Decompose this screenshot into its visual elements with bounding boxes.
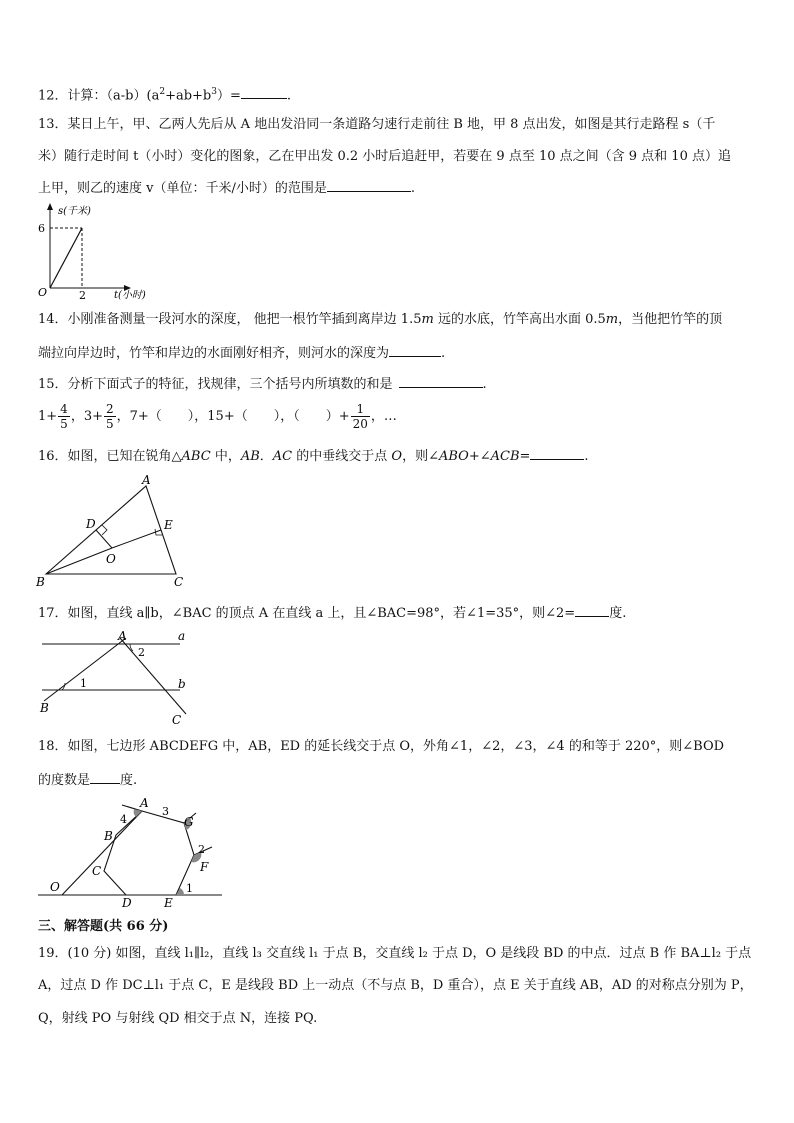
q12-end: . xyxy=(286,88,292,104)
q17-end: 度. xyxy=(609,606,627,621)
ray-ab xyxy=(44,638,126,701)
label-E: E xyxy=(164,518,173,532)
q14-line1b: 远的水底，竹竿高出水面 0.5 xyxy=(433,312,606,327)
q16-ab: AB xyxy=(240,449,260,464)
q13-line3-text: 上甲，则乙的速度 v（单位：千米/小时）的范围是 xyxy=(38,181,327,196)
fraction-1-20: $\frac{1}{20}$ xyxy=(352,402,368,431)
parallel-lines-figure xyxy=(34,626,204,726)
question-16 xyxy=(38,445,589,467)
distance-line xyxy=(50,228,82,288)
question-19-line1: 19．(10 分) 如图，直线 l₁∥l₂，直线 l₃ 交直线 l₁ 于点 B，交直线 l₂ 于点 D，O 是线段 BD 的中点．过点 B 作 BA⊥l₂ 于点 xyxy=(38,946,752,961)
q16-sep: ． xyxy=(259,449,273,464)
question-15-sequence xyxy=(38,399,397,435)
label-B: B xyxy=(104,829,113,843)
label-A: A xyxy=(142,473,151,487)
q16-triangle: △ABC xyxy=(171,449,211,464)
label-angle-2: 2 xyxy=(198,843,205,856)
question-14-line2 xyxy=(38,342,445,364)
q15-term1: 1+ xyxy=(38,409,58,424)
q13-end: . xyxy=(410,181,415,196)
q12-tail: ）= xyxy=(217,88,241,104)
right-angle-d xyxy=(102,525,107,535)
label-O: O xyxy=(106,552,116,566)
graph-xlabel: t(小时) xyxy=(114,290,146,300)
ray-ac xyxy=(120,638,186,714)
answer-blank xyxy=(575,602,609,617)
label-D: D xyxy=(122,896,132,910)
triangle-abc-figure xyxy=(34,472,194,592)
heptagon-figure xyxy=(34,795,234,910)
label-angle-3: 3 xyxy=(162,805,169,818)
fraction-4-5: $\frac{4}{5}$ xyxy=(60,402,68,431)
question-19-line3: Q，射线 PO 与射线 QD 相交于点 N，连接 PQ. xyxy=(38,1011,318,1026)
q16-rest: 的中垂线交于点 xyxy=(292,449,392,464)
question-18-line2 xyxy=(38,769,137,791)
label-E: E xyxy=(164,896,173,910)
q16-acb: ACB xyxy=(490,449,520,464)
q16-mid: 中， xyxy=(210,449,241,464)
label-F: F xyxy=(200,860,209,874)
question-12 xyxy=(38,82,291,106)
heptagon-abcdefg xyxy=(104,811,194,895)
label-B: B xyxy=(40,701,49,715)
graph-ylabel: s(千米) xyxy=(58,206,91,217)
label-A: A xyxy=(140,796,149,810)
graph-origin: O xyxy=(38,286,48,299)
perpendicular-oe xyxy=(112,530,161,548)
q15-term3: ，7+（ ），15+（ ），（ ）+ xyxy=(116,409,350,424)
question-13-line1: 13．某日上午，甲、乙两人先后从 A 地出发沿同一条道路匀速行走前往 B 地，甲 8 点出发，如图是其行走路程 s（千 xyxy=(38,117,716,132)
q12-sup2: 3 xyxy=(211,87,217,97)
q15-end: . xyxy=(482,377,487,392)
q16-plus: +∠ xyxy=(468,449,491,464)
segment-bo xyxy=(46,548,112,574)
question-17 xyxy=(38,602,626,624)
q12-mid: +ab+b xyxy=(165,88,212,104)
label-angle-1: 1 xyxy=(186,882,193,895)
q16-end: . xyxy=(584,449,589,464)
label-angle-4: 4 xyxy=(120,813,127,826)
q14-unit-m1: m xyxy=(421,312,434,327)
label-angle-1: 1 xyxy=(80,677,87,690)
answer-blank xyxy=(90,769,120,784)
label-angle-2: 2 xyxy=(138,646,145,659)
q16-ac: AC xyxy=(272,449,293,464)
question-15-line1 xyxy=(38,373,487,395)
question-13-line2: 米）随行走时间 t（小时）变化的图象，乙在甲出发 0.2 小时后追赶甲，若要在 9 点至 10 点之间（含 9 点和 10 点）追 xyxy=(38,149,731,164)
q16-lead: 16．如图，已知在锐角 xyxy=(38,449,172,464)
label-A: A xyxy=(118,629,127,643)
q12-lead: 12．计算：（a-b）(a xyxy=(38,88,160,104)
q17-text: 17．如图，直线 a∥b，∠BAC 的顶点 A 在直线 a 上，且∠BAC=98°，若∠1=35°，则∠2= xyxy=(38,606,576,621)
extension-ab xyxy=(62,811,142,895)
label-C: C xyxy=(174,575,184,589)
section-heading: 三、解答题(共 66 分) xyxy=(38,919,169,934)
q16-o: O xyxy=(391,449,403,464)
extension-ga xyxy=(122,805,142,811)
question-18-line1: 18．如图，七边形 ABCDEFG 中，AB，ED 的延长线交于点 O，外角∠1，∠2，∠3，∠4 的和等于 220°，则∠BOD xyxy=(38,739,725,754)
q12-sup1: 2 xyxy=(159,87,166,97)
label-G: G xyxy=(184,815,194,829)
answer-blank xyxy=(530,445,584,460)
q14-line2-text: 端拉向岸边时，竹竿和岸边的水面刚好相齐，则河水的深度为 xyxy=(38,346,390,361)
q14-end: . xyxy=(441,346,446,361)
distance-time-graph xyxy=(36,200,166,300)
answer-blank xyxy=(399,373,483,388)
q18-line2-text: 的度数是 xyxy=(38,773,91,788)
question-19-line2: A，过点 D 作 DC⊥l₁ 于点 C，E 是线段 BD 上一动点（不与点 B，D 重合），点 E 关于直线 AB，AD 的对称点分别为 P， xyxy=(38,978,753,993)
q14-unit-m2: m xyxy=(605,312,619,327)
answer-blank xyxy=(327,177,411,192)
question-14-line1 xyxy=(38,310,722,330)
label-a: a xyxy=(178,629,186,643)
label-D: D xyxy=(86,517,96,531)
label-B: B xyxy=(36,575,45,589)
answer-blank xyxy=(241,84,287,99)
y-axis-arrow xyxy=(47,203,53,210)
label-C: C xyxy=(92,864,102,878)
q14-line1a: 14．小刚准备测量一段河水的深度， 他把一根竹竿插到离岸边 1.5 xyxy=(38,312,422,327)
graph-x-tick: 2 xyxy=(79,289,86,300)
label-O: O xyxy=(50,880,60,894)
graph-y-tick: 6 xyxy=(38,222,45,235)
q14-line1c: ，当他把竹竿的顶 xyxy=(618,312,723,327)
q15-line1-text: 15．分析下面式子的特征，找规律，三个括号内所填数的和是 xyxy=(38,377,393,392)
answer-blank xyxy=(389,342,441,357)
q18-end: 度. xyxy=(120,773,138,788)
q15-term2: ，3+ xyxy=(70,409,103,424)
label-C: C xyxy=(172,713,182,726)
q15-term4: ，… xyxy=(370,409,397,424)
fraction-2-5: $\frac{2}{5}$ xyxy=(105,402,114,431)
q16-rest2: ，则∠ xyxy=(402,449,439,464)
q16-abo: ABO xyxy=(438,449,469,464)
label-b: b xyxy=(178,677,186,691)
q16-eq: = xyxy=(519,449,531,464)
question-13-line3 xyxy=(38,177,415,199)
